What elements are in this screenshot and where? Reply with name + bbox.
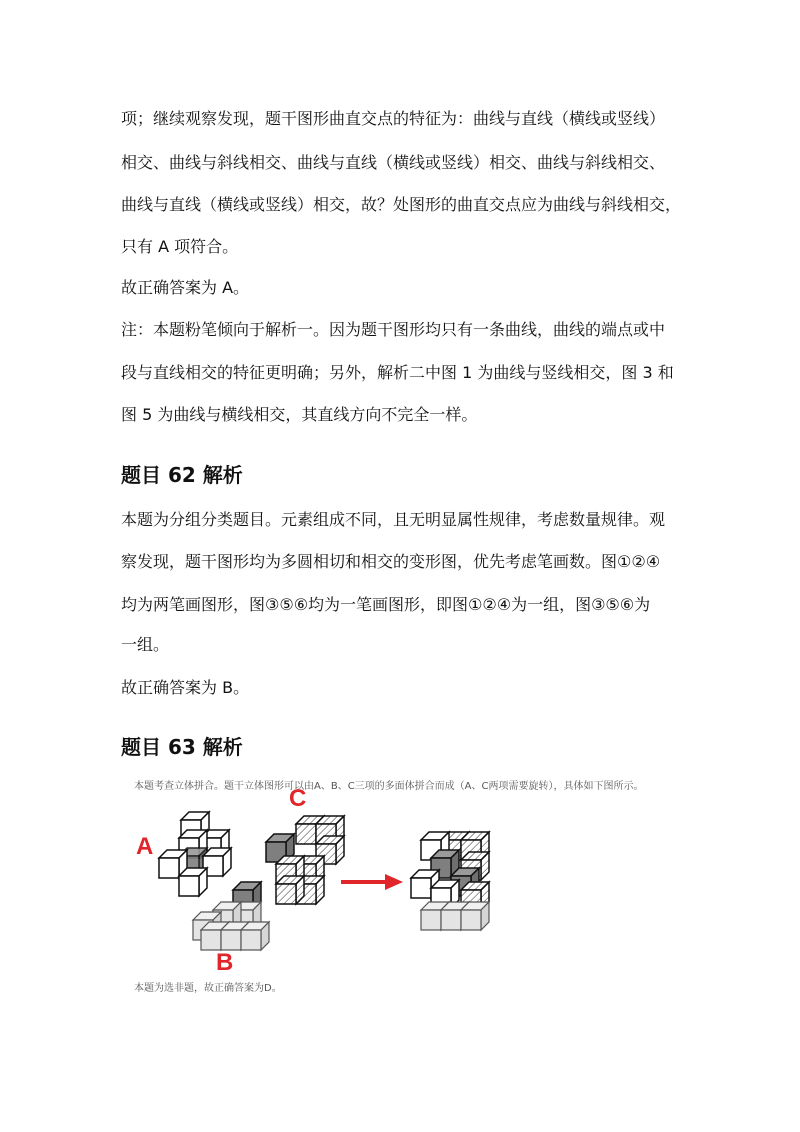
label-b: B xyxy=(216,949,234,976)
note-line: 图 5 为曲线与横线相交，其直线方向不完全一样。 xyxy=(121,405,478,424)
arrow-icon xyxy=(341,874,403,890)
note-line: 注：本题粉笔倾向于解析一。因为题干图形均只有一条曲线，曲线的端点或中 xyxy=(121,320,666,339)
text-line: 项；继续观察发现，题干图形曲直交点的特征为：曲线与直线（横线或竖线） xyxy=(121,109,666,128)
text-line: 相交、曲线与斜线相交、曲线与直线（横线或竖线）相交、曲线与斜线相交、 xyxy=(121,153,666,172)
q62-text-line: 察发现，题干图形均为多圆相切和相交的变形图，优先考虑笔画数。图①②④ xyxy=(121,552,661,571)
answer-line: 故正确答案为 A。 xyxy=(121,278,250,297)
q62-heading: 题目 62 解析 xyxy=(121,463,243,487)
q62-text-line: 一组。 xyxy=(121,635,170,654)
q63-figure-footer: 本题为选非题，故正确答案为D。 xyxy=(134,983,282,994)
text-line: 只有 A 项符合。 xyxy=(121,237,239,256)
piece-c xyxy=(266,816,344,904)
combined-shape xyxy=(411,832,489,930)
note-line: 段与直线相交的特征更明确；另外，解析二中图 1 为曲线与竖线相交，图 3 和 xyxy=(121,363,674,382)
piece-a xyxy=(159,812,231,896)
label-c: C xyxy=(289,785,307,812)
text-line: 曲线与直线（横线或竖线）相交，故？处图形的曲直交点应为曲线与斜线相交， xyxy=(121,195,682,214)
label-a: A xyxy=(136,833,154,860)
q62-text-line: 均为两笔画图形，图③⑤⑥均为一笔画图形，即图①②④为一组，图③⑤⑥为 xyxy=(121,595,651,614)
q63-heading: 题目 63 解析 xyxy=(121,735,243,759)
q62-answer-line: 故正确答案为 B。 xyxy=(121,678,250,697)
q63-figure-caption: 本题考查立体拼合。题干立体图形可以由A、B、C三项的多面体拼合而成（A、C两项需要旋转），具体如下图所示。 xyxy=(134,781,644,792)
q62-text-line: 本题为分组分类题目。元素组成不同，且无明显属性规律，考虑数量规律。观 xyxy=(121,510,666,529)
piece-b xyxy=(193,882,269,950)
q63-cube-figure xyxy=(121,772,681,997)
